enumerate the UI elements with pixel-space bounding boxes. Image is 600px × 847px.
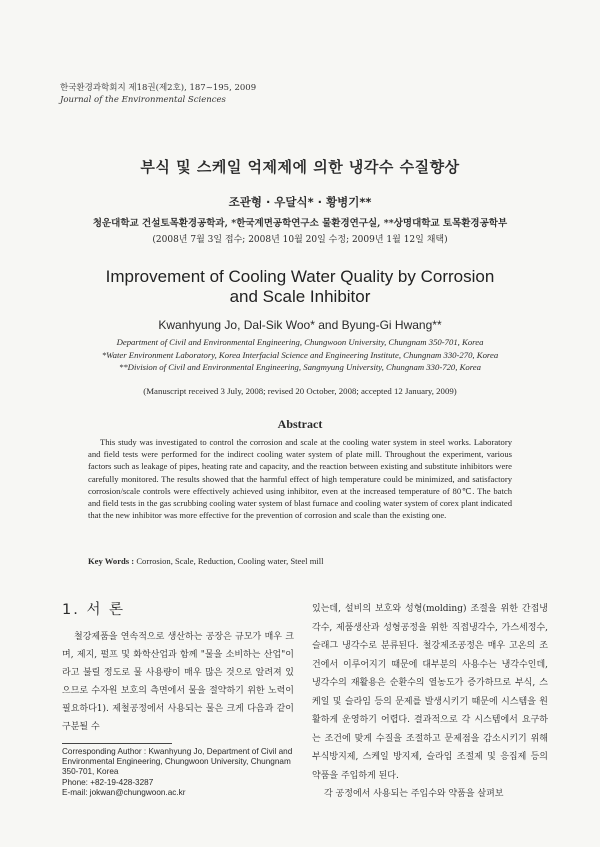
manuscript-dates: (Manuscript received 3 July, 2008; revised 20 October, 2008; accepted 12 January, 2009) bbox=[143, 386, 457, 396]
keywords-text: Corrosion, Scale, Reduction, Cooling water, Steel mill bbox=[136, 556, 324, 566]
affiliation-line: Department of Civil and Environmental Engineering, Chungwoon University, Chungnam 350-701, Korea bbox=[116, 337, 484, 347]
right-paragraph-1: 있는데, 설비의 보호와 성형(molding) 조절을 위한 간접냉각수, 제품생산과 성형공정을 위한 직접냉각수, 가스세정수, 슬래그 냉각수로 분류된다. 철강제조공정은 매우 고온의 조건에서 이루어지기 때문에 대부분의 사용수는 냉각수인데, 냉각수의 재활용은 순환수의 열농도가 증가하므로 부식, 스케일 및 슬라임 등의 문제를 발생시키기 때문에 시스템을 원활하게 운영하기 어렵다. 결과적으로 각 시스템에서 요구하는 조건에 맞게 수질을 조절하고 문제점을 감소시키기 위해 부식방지제, 스케일 방지제, 슬라임 조절제 및 응집제 등의 약품을 주입하게 된다. bbox=[312, 604, 548, 781]
korean-title: 부식 및 스케일 억제제에 의한 냉각수 수질향상 bbox=[140, 158, 460, 176]
keywords-label: Key Words : bbox=[88, 556, 135, 566]
keywords bbox=[88, 556, 324, 566]
journal-citation: 한국환경과학회지 제18권(제2호), 187~195, 2009 bbox=[60, 83, 257, 93]
footnote-divider bbox=[62, 743, 172, 744]
abstract-heading: Abstract bbox=[277, 417, 323, 431]
english-authors: Kwanhyung Jo, Dal-Sik Woo* and Byung-Gi Hwang** bbox=[158, 318, 442, 332]
korean-affiliations: 청운대학교 건설토목환경공학과, *한국계면공학연구소 물환경연구실, **상명대학교 토목환경공학부 bbox=[92, 218, 508, 229]
korean-authors: 조관형 · 우달식* · 황병기** bbox=[228, 195, 372, 209]
english-affiliations bbox=[0, 336, 600, 374]
journal-name: Journal of the Environmental Sciences bbox=[60, 95, 226, 105]
introduction-left-column: 철강제품을 연속적으로 생산하는 공장은 규모가 매우 크며, 제지, 펄프 및 화학산업과 함께 "물을 소비하는 산업"이라고 불릴 정도로 물 사용량이 매우 많은 것으로 알려져 있으므로 수자원 보호의 측면에서 물을 절약하기 위한 노력이 필요하다1). 제철공정에서 사용되는 물은 크게 다음과 같이 구분될 수 bbox=[62, 632, 294, 732]
introduction-right-column bbox=[312, 600, 548, 804]
english-title-line-1: Improvement of Cooling Water Quality by Corrosion bbox=[105, 267, 495, 286]
footnote-phone: Phone: +82-19-428-3287 bbox=[62, 777, 154, 787]
abstract-text: This study was investigated to control the corrosion and scale at the cooling water system in steel works. Laboratory and field tests were performed for the indirect cooling water system of plate mill. Throughout the experiment, various factors such as leakage of pipes, heating rate and capacity, and the reaction between existing and substitute inhibitors were carefully monitored. The results showed that the harmful effect of high temperature could be minimized, and satisfactory corrosion/scale controls were effectively achieved using inhibitor, even at the increased temperature of 80℃. The batch and field tests in the gas scrubbing cooling water system of blast furnace and cooling water system of corex plant indicated that the new inhibitor was more effective for the prevention of corrosion and scale than the existing one. bbox=[88, 437, 512, 521]
journal-header bbox=[60, 82, 256, 106]
footnote-author: Corresponding Author : Kwanhyung Jo, Department of Civil and Environmental Engineering, Chungwoon University, Chungnam 350-701, Korea bbox=[62, 747, 293, 777]
affiliation-line: *Water Environment Laboratory, Korea Interfacial Science and Engineering Institute, Chungnam 330-270, Korea bbox=[101, 349, 499, 360]
english-title bbox=[0, 267, 600, 307]
korean-dates: (2008년 7월 3일 접수; 2008년 10월 20일 수정; 2009년 1월 12일 채택) bbox=[152, 235, 448, 245]
affiliation-line: **Division of Civil and Environmental Engineering, Sangmyung University, Chungnam 330-720, Korea bbox=[118, 362, 482, 373]
footnote-email: E-mail: jokwan@chungwoon.ac.kr bbox=[62, 787, 186, 797]
section-heading-introduction: 1. 서 론 bbox=[62, 602, 126, 618]
corresponding-author-footnote bbox=[62, 747, 300, 798]
right-paragraph-2: 각 공정에서 사용되는 주입수와 약품을 살펴보 bbox=[324, 789, 504, 799]
english-title-line-2: and Scale Inhibitor bbox=[229, 287, 371, 306]
